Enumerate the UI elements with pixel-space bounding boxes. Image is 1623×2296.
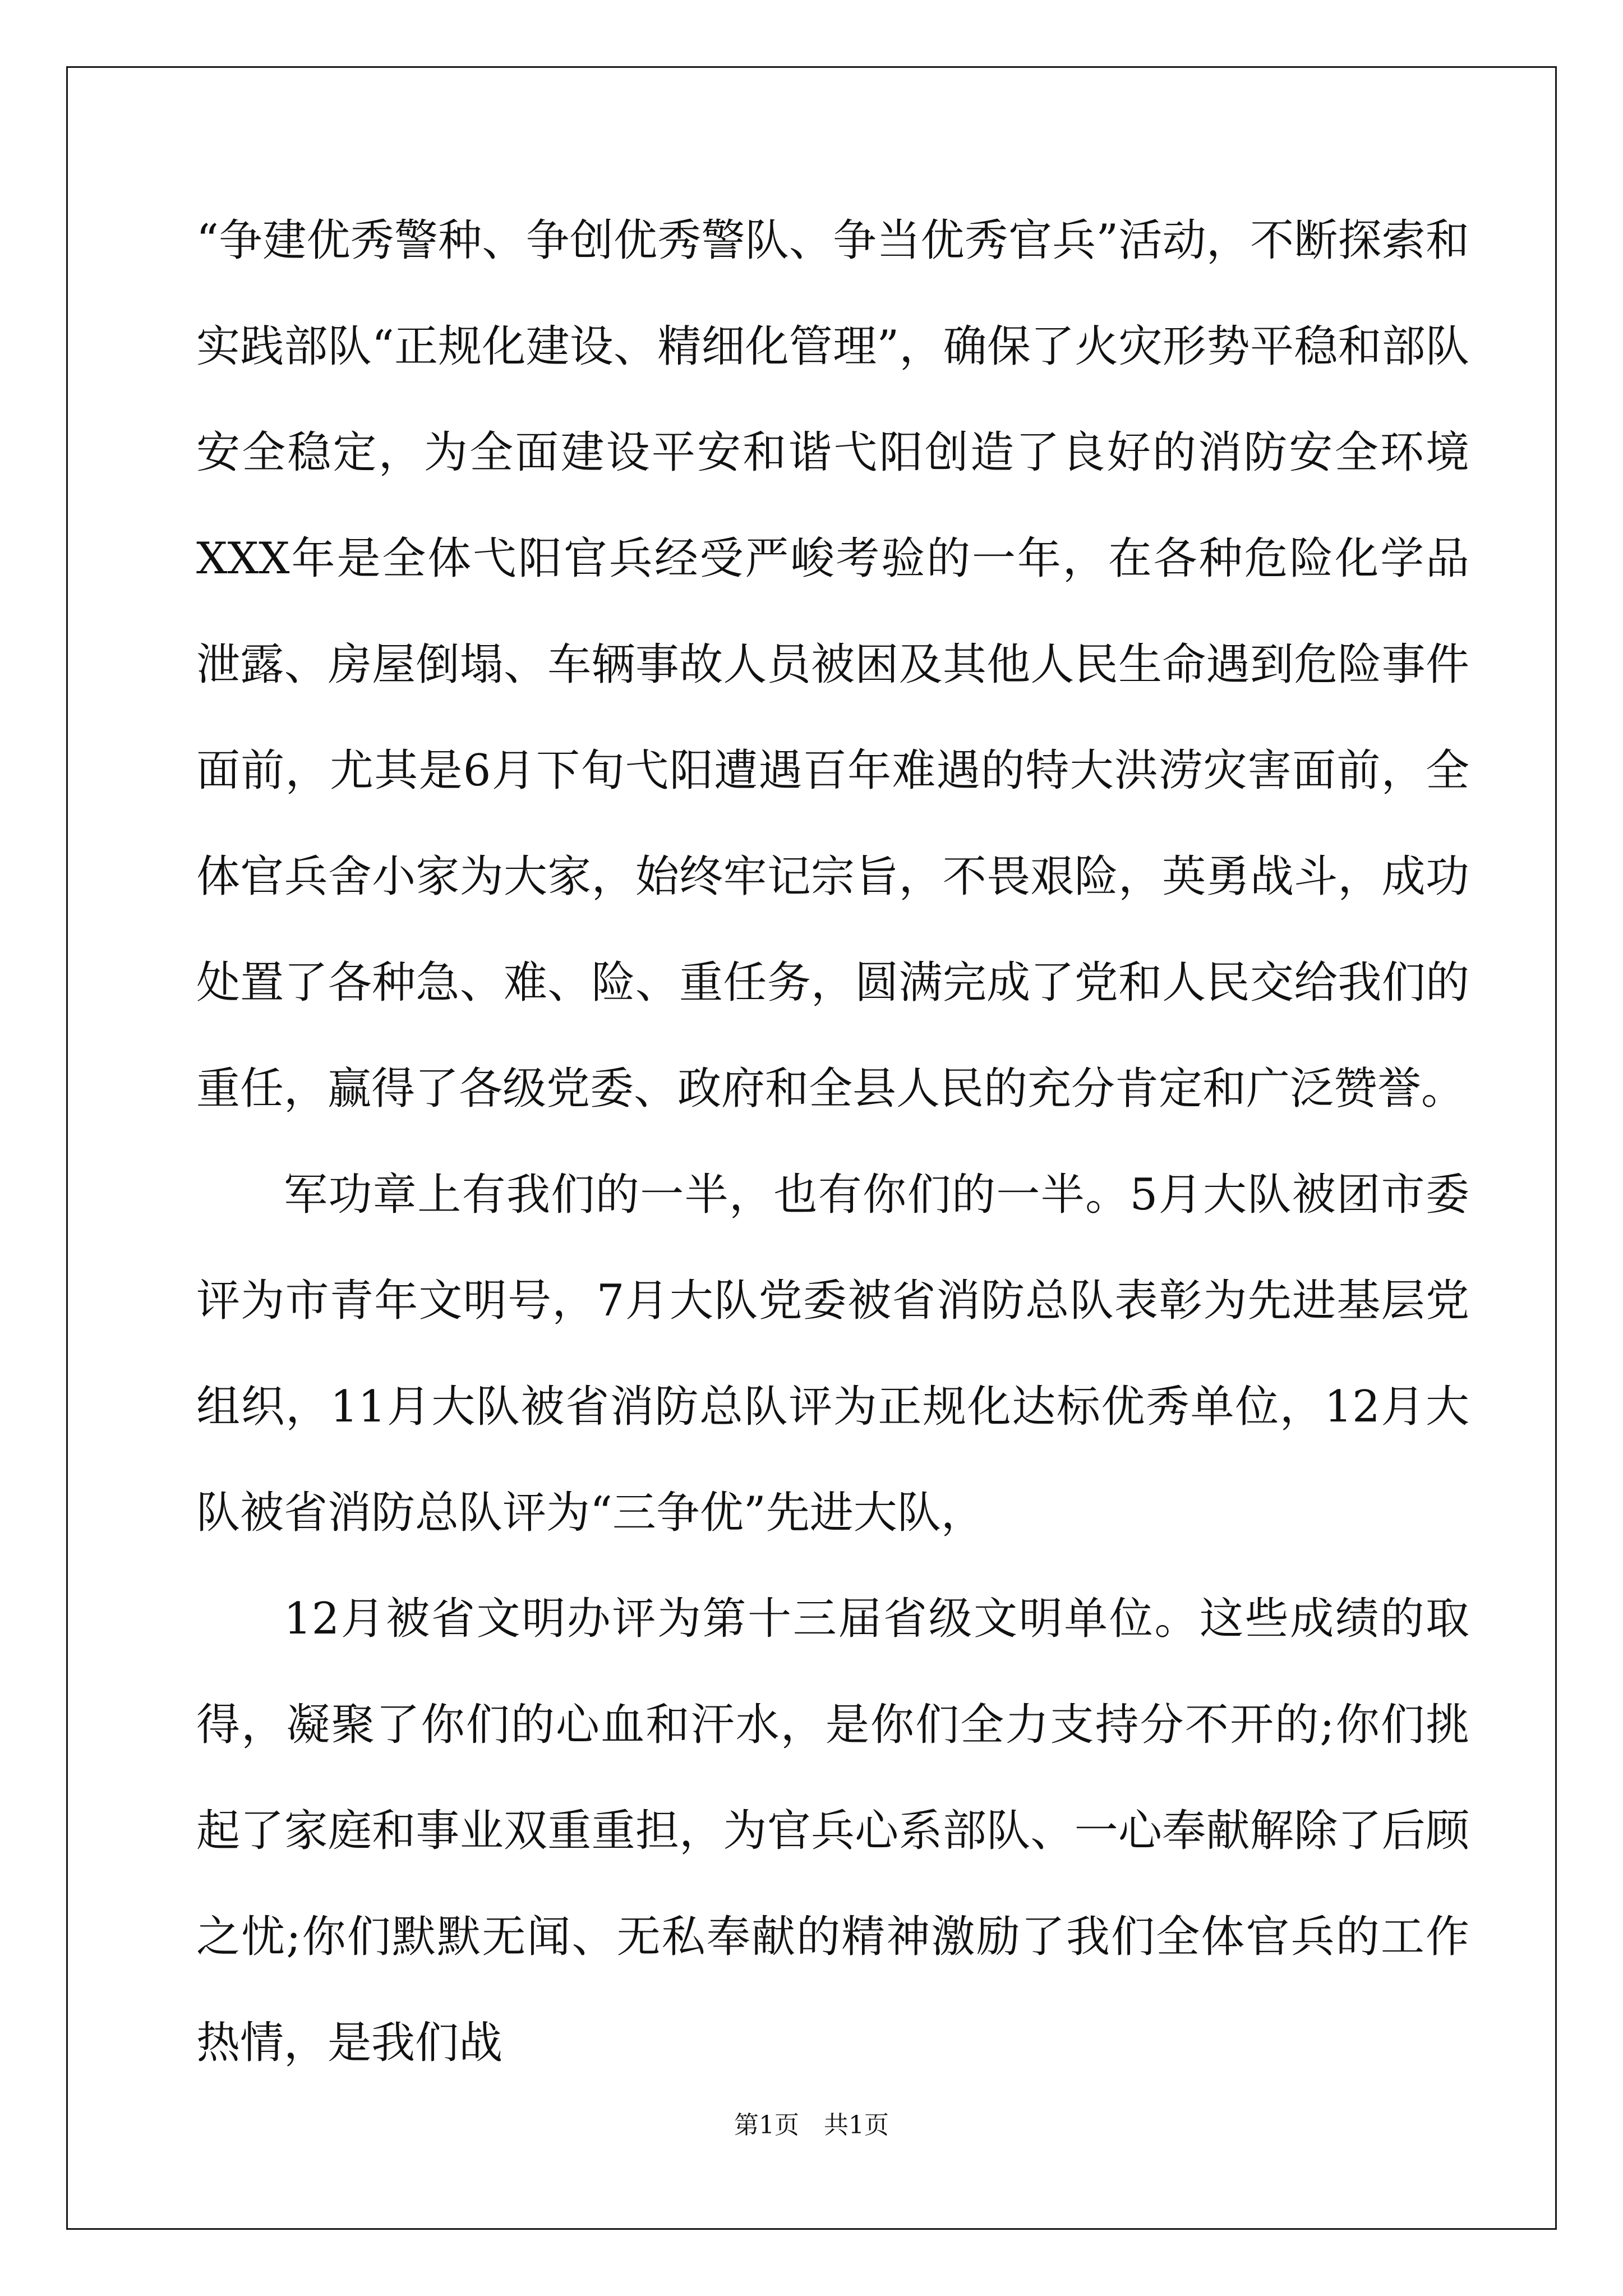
document-body (196, 188, 1469, 2096)
paragraph-3: 12月被省文明办评为第十三届省级文明单位。这些成绩的取得，凝聚了你们的心血和汗水，是你们全力支持分不开的;你们挑起了家庭和事业双重重担，为官兵心系部队、一心奉献解除了后顾之忧;你们默默无闻、无私奉献的精神激励了我们全体官兵的工作热情，是我们战 (196, 1594, 1469, 2068)
paragraph-2: 军功章上有我们的一半，也有你们的一半。5月大队被团市委评为市青年文明号，7月大队党委被省消防总队表彰为先进基层党组织，11月大队被省消防总队评为正规化达标优秀单位，12月大队被省消防总队评为“三争优”先进大队， (196, 1170, 1469, 1538)
page-footer: 第1页 共1页 (734, 2111, 889, 2139)
paragraph-1: “争建优秀警种、争创优秀警队、争当优秀官兵”活动，不断探索和实践部队“正规化建设、精细化管理”，确保了火灾形势平稳和部队安全稳定，为全面建设平安和谐弋阳创造了良好的消防安全环境XXX年是全体弋阳官兵经受严峻考验的一年，在各种危险化学品泄露、房屋倒塌、车辆事故人员被困及其他人民生命遇到危险事件面前，尤其是6月下旬弋阳遭遇百年难遇的特大洪涝灾害面前，全体官兵舍小家为大家，始终牢记宗旨，不畏艰险，英勇战斗，成功处置了各种急、难、险、重任务，圆满完成了党和人民交给我们的重任，赢得了各级党委、政府和全县人民的充分肯定和广泛赞誉。 (196, 215, 1469, 1114)
